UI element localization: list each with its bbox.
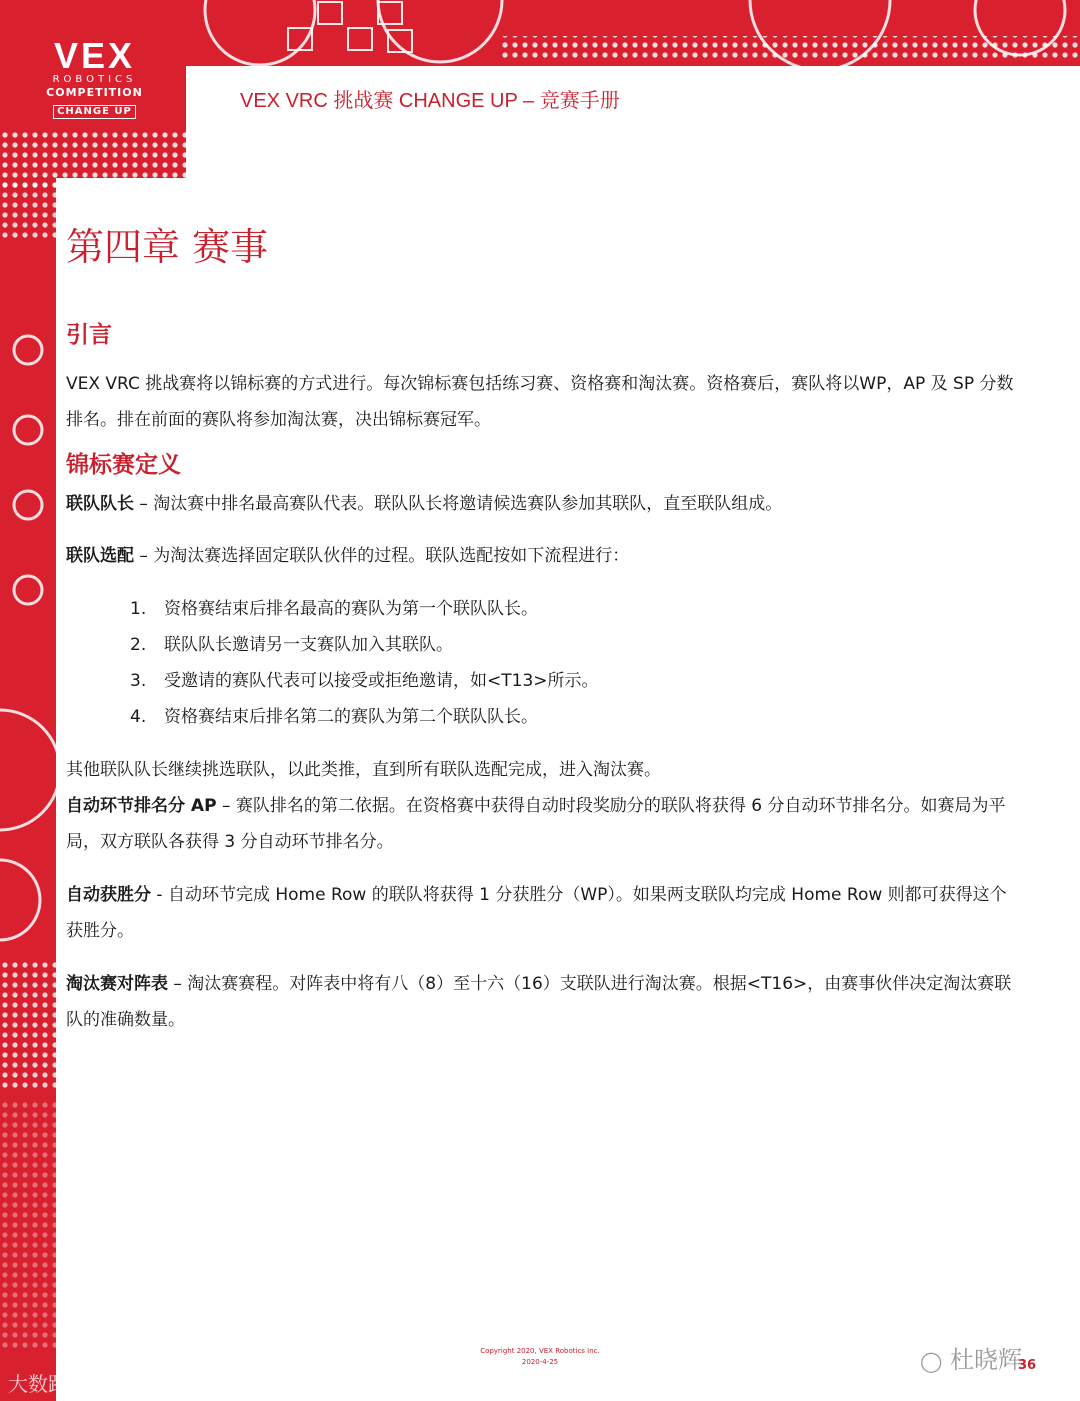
definition-text: – 淘汰赛赛程。对阵表中将有八（8）至十六（16）支联队进行淘汰赛。根据<T16>，由赛事伙伴决定淘汰赛联队的准确数量。 bbox=[66, 974, 1012, 1030]
chapter-title: 第四章 赛事 bbox=[66, 225, 269, 269]
definition-text: - 自动环节完成 Home Row 的联队将获得 1 分获胜分（WP）。如果两支联队均完成 Home Row 则都可获得这个获胜分。 bbox=[66, 885, 1007, 941]
list-item bbox=[130, 627, 1000, 663]
term-elimination-bracket: 淘汰赛对阵表 bbox=[66, 974, 168, 994]
term-alliance-selection: 联队选配 bbox=[66, 546, 134, 566]
footer-date: 2020-4-25 bbox=[521, 1358, 559, 1366]
list-text: 资格赛结束后排名最高的赛队为第一个联队队长。 bbox=[164, 599, 538, 619]
source-watermark bbox=[8, 1368, 88, 1397]
definitions-heading: 锦标赛定义 bbox=[66, 452, 181, 478]
logo-robotics-text: ROBOTICS bbox=[52, 74, 137, 85]
page-footer bbox=[420, 1346, 660, 1368]
selection-continue-paragraph: 其他联队队长继续挑选联队，以此类推，直到所有联队选配完成，进入淘汰赛。 bbox=[66, 760, 661, 780]
definition-elimination-bracket bbox=[66, 966, 1016, 1038]
list-number: 1. bbox=[130, 599, 147, 619]
logo-vex-text: VEX bbox=[53, 35, 136, 76]
list-item bbox=[130, 591, 1000, 627]
selection-steps-list bbox=[130, 591, 1000, 735]
list-text: 资格赛结束后排名第二的赛队为第二个联队队长。 bbox=[164, 707, 538, 727]
list-number: 3. bbox=[130, 671, 147, 691]
intro-heading: 引言 bbox=[66, 322, 112, 348]
list-item bbox=[130, 699, 1000, 735]
list-number: 2. bbox=[130, 635, 147, 655]
intro-paragraph: VEX VRC 挑战赛将以锦标赛的方式进行。每次锦标赛包括练习赛、资格赛和淘汰赛。资格赛后，赛队将以WP，AP 及 SP 分数排名。排在前面的赛队将参加淘汰赛，决出锦标赛冠军。 bbox=[66, 374, 1014, 430]
definition-text: – 赛队排名的第二依据。在资格赛中获得自动时段奖励分的联队将获得 6 分自动环节排名分。如赛局为平局，双方联队各获得 3 分自动环节排名分。 bbox=[66, 796, 1006, 852]
list-text: 联队队长邀请另一支赛队加入其联队。 bbox=[164, 635, 453, 655]
term-autonomous-win-point: 自动获胜分 bbox=[66, 885, 151, 905]
definition-autonomous-win-point bbox=[66, 877, 1016, 949]
definition-text: – 淘汰赛中排名最高赛队代表。联队队长将邀请候选赛队参加其联队，直至联队组成。 bbox=[134, 494, 783, 514]
definition-alliance-captain bbox=[66, 486, 1016, 522]
definition-autonomous-points bbox=[66, 788, 1016, 860]
list-item bbox=[130, 663, 1000, 699]
list-number: 4. bbox=[130, 707, 147, 727]
vex-logo bbox=[32, 35, 157, 119]
definition-alliance-selection bbox=[66, 538, 1016, 574]
term-alliance-captain: 联队队长 bbox=[66, 494, 134, 514]
definition-text: – 为淘汰赛选择固定联队伙伴的过程。联队选配按如下流程进行： bbox=[134, 546, 630, 566]
wechat-icon: ◯ bbox=[920, 1349, 943, 1373]
term-autonomous-points: 自动环节排名分 AP bbox=[66, 796, 217, 816]
source-watermark-text: 大数跨境 bbox=[8, 1372, 88, 1396]
list-text: 受邀请的赛队代表可以接受或拒绝邀请，如<T13>所示。 bbox=[164, 671, 599, 691]
author-watermark-text: 杜晓辉 bbox=[950, 1346, 1023, 1374]
logo-competition-text: COMPETITION bbox=[46, 86, 143, 99]
document-header-title: VEX VRC 挑战赛 CHANGE UP – 竞赛手册 bbox=[240, 90, 620, 112]
logo-change-up-text: CHANGE UP bbox=[53, 105, 136, 119]
author-watermark bbox=[920, 1340, 1022, 1375]
page-number: 36 bbox=[1018, 1358, 1037, 1373]
copyright-text: Copyright 2020, VEX Robotics Inc. bbox=[480, 1347, 600, 1355]
